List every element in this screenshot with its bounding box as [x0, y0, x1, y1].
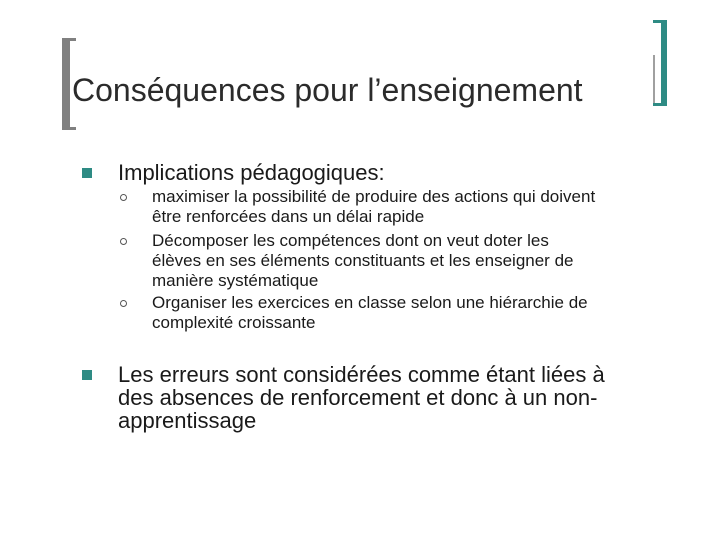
sub-bullet-text-line: maximiser la possibilité de produire des actions qui doivent [152, 187, 596, 206]
circle-bullet-icon [120, 238, 127, 245]
circle-bullet-icon [120, 194, 127, 201]
square-bullet-icon [82, 370, 92, 380]
square-bullet-icon [82, 168, 92, 178]
sub-bullet-text-line: Organiser les exercices en classe selon une hiérarchie de [152, 293, 588, 312]
bullet-text-line: des absences de renforcement et donc à un non- [118, 385, 598, 410]
sub-bullet-text-line: Décomposer les compétences dont on veut doter les [152, 231, 549, 250]
sub-bullet-text-line: élèves en ses éléments constituants et les enseigner de [152, 251, 574, 270]
sub-bullet-text-line: être renforcées dans un délai rapide [152, 207, 425, 226]
sub-bullet-text-line: complexité croissante [152, 313, 316, 332]
sub-bullet-text-line: manière systématique [152, 271, 319, 290]
circle-bullet-icon [120, 300, 127, 307]
bullet-text: Implications pédagogiques: [118, 160, 385, 185]
slide-title: Conséquences pour l’enseignement [72, 72, 583, 108]
bullet-text-line: Les erreurs sont considérées comme étant liées à [118, 362, 605, 387]
bullet-text-line: apprentissage [118, 408, 257, 433]
right-bracket-decoration [653, 20, 667, 106]
